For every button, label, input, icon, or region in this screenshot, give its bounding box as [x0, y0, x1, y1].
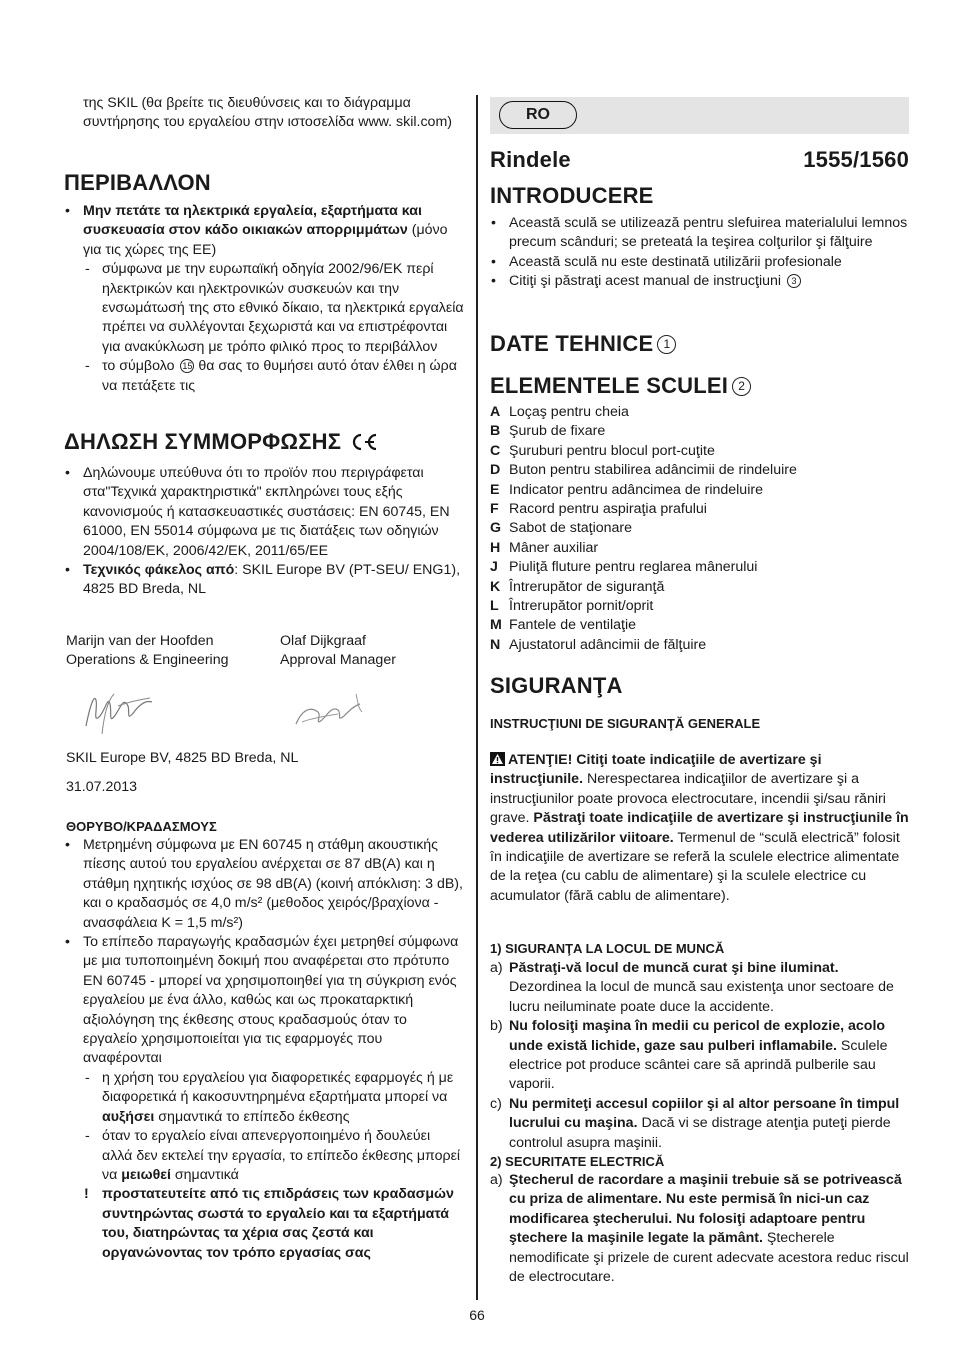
warning-triangle-icon	[490, 752, 505, 766]
conformity-bullet-1: • Δηλώνουμε υπεύθυνα ότι το προϊόν που περιγράφεται στα"Τεχνικά χαρακτηριστικά" εκπληρώνει τους εξής κανονισμούς ή κατασκευαστικές συστάσεις: EN 60745, EN 61000, EN 55014 σύμφωνα με τις διατάξεις των οδηγιών 2004/108/ΕΚ, 2006/42/ΕΚ, 2011/65/ΕΕ	[64, 464, 464, 561]
column-divider	[476, 95, 478, 1300]
general-safety-heading: INSTRUCŢIUNI DE SIGURANŢĂ GENERALE	[490, 716, 761, 731]
workplace-item-a: a) Păstraţi-vă locul de muncă curat şi bine iluminat. Dezordinea la locul de muncă sau existenţa unor sectoare de lucru neiluminate poate duce la accidente.	[490, 960, 894, 1015]
element-row: E Indicator pentru adâncimea de rindeluire	[490, 481, 763, 498]
technical-data-heading: DATE TEHNICE	[490, 331, 654, 356]
environment-bullet: • Μην πετάτε τα ηλεκτρικά εργαλεία, εξαρτήματα και συσκευασία στον κάδο οικιακών απορριμμάτων (μόνο για τις χώρες της ΕΕ) - σύμφωνα με την ευρωπαϊκή οδηγία 2002/96/ΕΚ περί ηλεκτρικών και ηλεκτρονικών συσκευών και την ενσωμάτωσή της στο εθνικό δίκαιο, τα ηλεκτρικά εργαλεία πρέπει να συλλέγονται ξεχωριστά και να επιστρέφονται για ανακύκλωση με τρόπο φιλικό προς το περιβάλλον - το σύμβολο 15 θα σας το θυμήσει αυτό όταν έλθει η ώρα να πετάξετε τις	[64, 202, 464, 396]
workplace-safety-list	[490, 959, 910, 1153]
element-row: B Şurub de fixare	[490, 423, 606, 440]
signatory-1-role: Operations & Engineering	[66, 652, 229, 669]
noise-dash-1: - η χρήση του εργαλείου για διαφορετικές εφαρμογές ή με διαφορετικά ή κακοσυντηρημένα εξαρτήματα μπορεί να αυξήσει σημαντικά το επίπεδο έκθεσης	[83, 1069, 464, 1127]
product-model: 1555/1560	[803, 147, 909, 172]
workplace-item-c: c) Nu permiteţi accesul copiilor şi al altor persoane în timpul lucrului cu maşina. Dacă vi se distrage atenţia puteţi pierde controlul asupra maşinii.	[490, 1095, 900, 1151]
circled-number-1: 1	[657, 335, 676, 354]
signatory-2-role: Approval Manager	[280, 652, 396, 669]
declaration-date: 31.07.2013	[66, 779, 138, 795]
intro-paragraph: της SKIL (θα βρείτε τις διευθύνσεις και το διάγραμμα συντήρησης του εργαλείου στην ιστοσελίδα www. skil.com)	[83, 95, 452, 131]
general-warning-paragraph: ATENŢIE! Citiţi toate indicaţiile de avertizare şi instrucţiunile. Nerespectarea indicaţiilor de avertizare şi a instrucţiunilor poate provoca electrocutare, incendii şi/sau răniri grave. Păstraţi toate indicaţiile de avertizare şi instrucţiunile în vederea utilizărilor viitoare. Termenul de “sculă electrică” folosit în indicaţiile de avertizare se referă la sculele electrice alimentate de la reţea (cu cablu de alimentare) şi la sculele electrice cu acumulator (fără cablu de alimentare).	[490, 752, 909, 904]
product-name: Rindele	[490, 147, 571, 172]
element-row: G Sabot de staţionare	[490, 520, 633, 537]
company-address: SKIL Europe BV, 4825 BD Breda, NL	[66, 750, 299, 766]
conformity-heading: ΔΗΛΩΣΗ ΣΥΜΜΟΡΦΩΣΗΣ	[64, 429, 342, 454]
introduction-heading: INTRODUCERE	[490, 183, 654, 208]
introduction-bullet-1: • Această sculă se utilizează pentru slefuirea materialului lemnos precum scânduri; se preteatá la teşirea colţurilor şi fălţuire	[490, 214, 910, 253]
introduction-section	[490, 214, 910, 292]
workplace-item-b: b) Nu folosiţi maşina în medii cu pericol de explozie, acolo unde există lichide, gaze sau pulberi inflamabile. Sculele electrice pot produce scântei care să aprindă pulberile sau vaporii.	[490, 1018, 888, 1093]
technical-data-heading-row	[490, 331, 676, 357]
electrical-safety-heading: 2) SECURITATE ELECTRICĂ	[490, 1154, 665, 1169]
tool-elements-heading-row	[490, 373, 751, 399]
environment-heading: ΠΕΡΙΒΑΛΛΟΝ	[64, 170, 211, 195]
electrical-item-a: a) Ştecherul de racordare a maşinii trebuie să se potrivească cu priza de alimentare. Nu este permisă în nici-un caz modificarea ştecherului. Nu folosiţi adaptoare pentru ştechere la maşinile legate la pământ. Ştecherele nemodificate şi prizele de curent adecvate acestora reduc riscul de electrocutare.	[490, 1172, 909, 1286]
circled-number-15: 15	[182, 361, 193, 372]
electrical-safety-list	[490, 1171, 910, 1287]
introduction-bullet-3: • Citiţi şi păstraţi acest manual de instrucţiuni 3	[490, 272, 910, 291]
noise-bullet-2: • Το επίπεδο παραγωγής κραδασμών έχει μετρηθεί σύμφωνα με μια τυποποιημένη δοκιμή που αναφέρεται στο πρότυπο EN 60745 - μπορεί να χρησιμοποιηθεί για τη σύγκριση ενός εργαλείου με ένα άλλο, καθώς και ως προκαταρκτική αξιολόγηση της έκθεσης στους κραδασμούς όταν το εργαλείο χρησιμοποιείται για τις εφαρμογές που αναφέρονται - η χρήση του εργαλείου για διαφορετικές εφαρμογές ή με διαφορετικά ή κακοσυντηρημένα εξαρτήματα μπορεί να αυξήσει σημαντικά το επίπεδο έκθεσης - όταν το εργαλείο είναι απενεργοποιημένο ή δουλεύει αλλά δεν εκτελεί την εργασία, το επίπεδο έκθεσης μπορεί να μειωθεί σημαντικά ! προστατευτείτε από τις επιδράσεις των κραδασμών συντηρώντας σωστά το εργαλείο και τα εξαρτήματά του, διατηρώντας τα χέρια σας ζεστά και οργανώνοντας τον τρόπο εργασίας σας	[64, 933, 464, 1263]
workplace-safety-heading: 1) SIGURANŢA LA LOCUL DE MUNCĂ	[490, 941, 725, 956]
conformity-bullet-2: • Τεχνικός φάκελος από: SKIL Europe BV (PT-SEU/ ENG1), 4825 BD Breda, NL	[64, 561, 464, 600]
element-row: D Buton pentru stabilirea adâncimii de rindeluire	[490, 462, 797, 479]
conformity-section	[64, 464, 464, 600]
noise-dash-2: - όταν το εργαλείο είναι απενεργοποιημένο ή δουλεύει αλλά δεν εκτελεί την εργασία, το επίπεδο έκθεσης μπορεί να μειωθεί σημαντικά	[83, 1127, 464, 1185]
noise-section	[64, 836, 464, 1263]
signatory-1	[66, 632, 266, 671]
language-badge: RO	[499, 101, 577, 129]
signature-2-image	[292, 688, 372, 742]
circled-number-3: 3	[787, 274, 801, 288]
element-row: C Şuruburi pentru blocul port-cuţite	[490, 442, 715, 459]
environment-dash-1: - σύμφωνα με την ευρωπαϊκή οδηγία 2002/96/ΕΚ περί ηλεκτρικών και ηλεκτρονικών συσκευών και την ενσωμάτωσή της στο εθνικό δίκαιο, τα ηλεκτρικά εργαλεία πρέπει να συλλέγονται ξεχωριστά και να επιστρέφονται για ανακύκλωση με τρόπο φιλικό προς το περιβάλλον	[83, 260, 464, 357]
signatory-2-name: Olaf Dijkgraaf	[280, 633, 366, 649]
circled-number-2: 2	[732, 377, 751, 396]
element-row: F Racord pentru aspiraţia prafului	[490, 501, 707, 518]
element-row: A Loçaş pentru cheia	[490, 404, 629, 420]
noise-heading: ΘΟΡΥΒΟ/ΚΡΑΔΑΣΜΟΥΣ	[66, 819, 217, 834]
element-row: J Piuliţă fluture pentru reglarea mânerului	[490, 559, 758, 576]
noise-bullet-1: • Μετρημένη σύμφωνα με EN 60745 η στάθμη ακουστικής πίεσης αυτού του εργαλείου ανέρχεται σε 87 dB(A) και η στάθμη ηχητικής ισχύος σε 98 dB(A) (κοινή απόκλιση: 3 dB), και ο κραδασμός σε 4,0 m/s² (μεθοδος χειρός/βραχίονα - ανασφάλεια K = 1,5 m/s²)	[64, 836, 464, 933]
signatory-2	[280, 632, 480, 671]
conformity-heading-row	[64, 429, 379, 455]
element-row: K Întrerupător de siguranţă	[490, 578, 665, 595]
safety-heading: SIGURANŢA	[490, 673, 623, 698]
environment-section	[64, 202, 464, 396]
introduction-bullet-2: • Această sculă nu este destinată utilizării profesionale	[490, 253, 910, 272]
element-row: H Mâner auxiliar	[490, 539, 599, 556]
element-row: N Ajustatorul adâncimii de fălţuire	[490, 636, 707, 653]
element-row: L Întrerupător pornit/oprit	[490, 598, 654, 615]
page-number: 66	[469, 1307, 485, 1323]
element-row: M Fantele de ventilaţie	[490, 617, 636, 634]
ce-mark-icon	[349, 432, 379, 452]
environment-dash-2: - το σύμβολο 15 θα σας το θυμήσει αυτό όταν έλθει η ώρα να πετάξετε τις	[83, 357, 464, 396]
signature-1-image	[80, 686, 160, 744]
noise-warning: ! προστατευτείτε από τις επιδράσεις των κραδασμών συντηρώντας σωστά το εργαλείο και τα εξαρτήματά του, διατηρώντας τα χέρια σας ζεστά και οργανώνοντας τον τρόπο εργασίας σας	[84, 1186, 454, 1261]
tool-elements-heading: ELEMENTELE SCULEI	[490, 373, 729, 398]
signatory-1-name: Marijn van der Hoofden	[66, 633, 214, 649]
tool-elements-list	[490, 403, 910, 655]
